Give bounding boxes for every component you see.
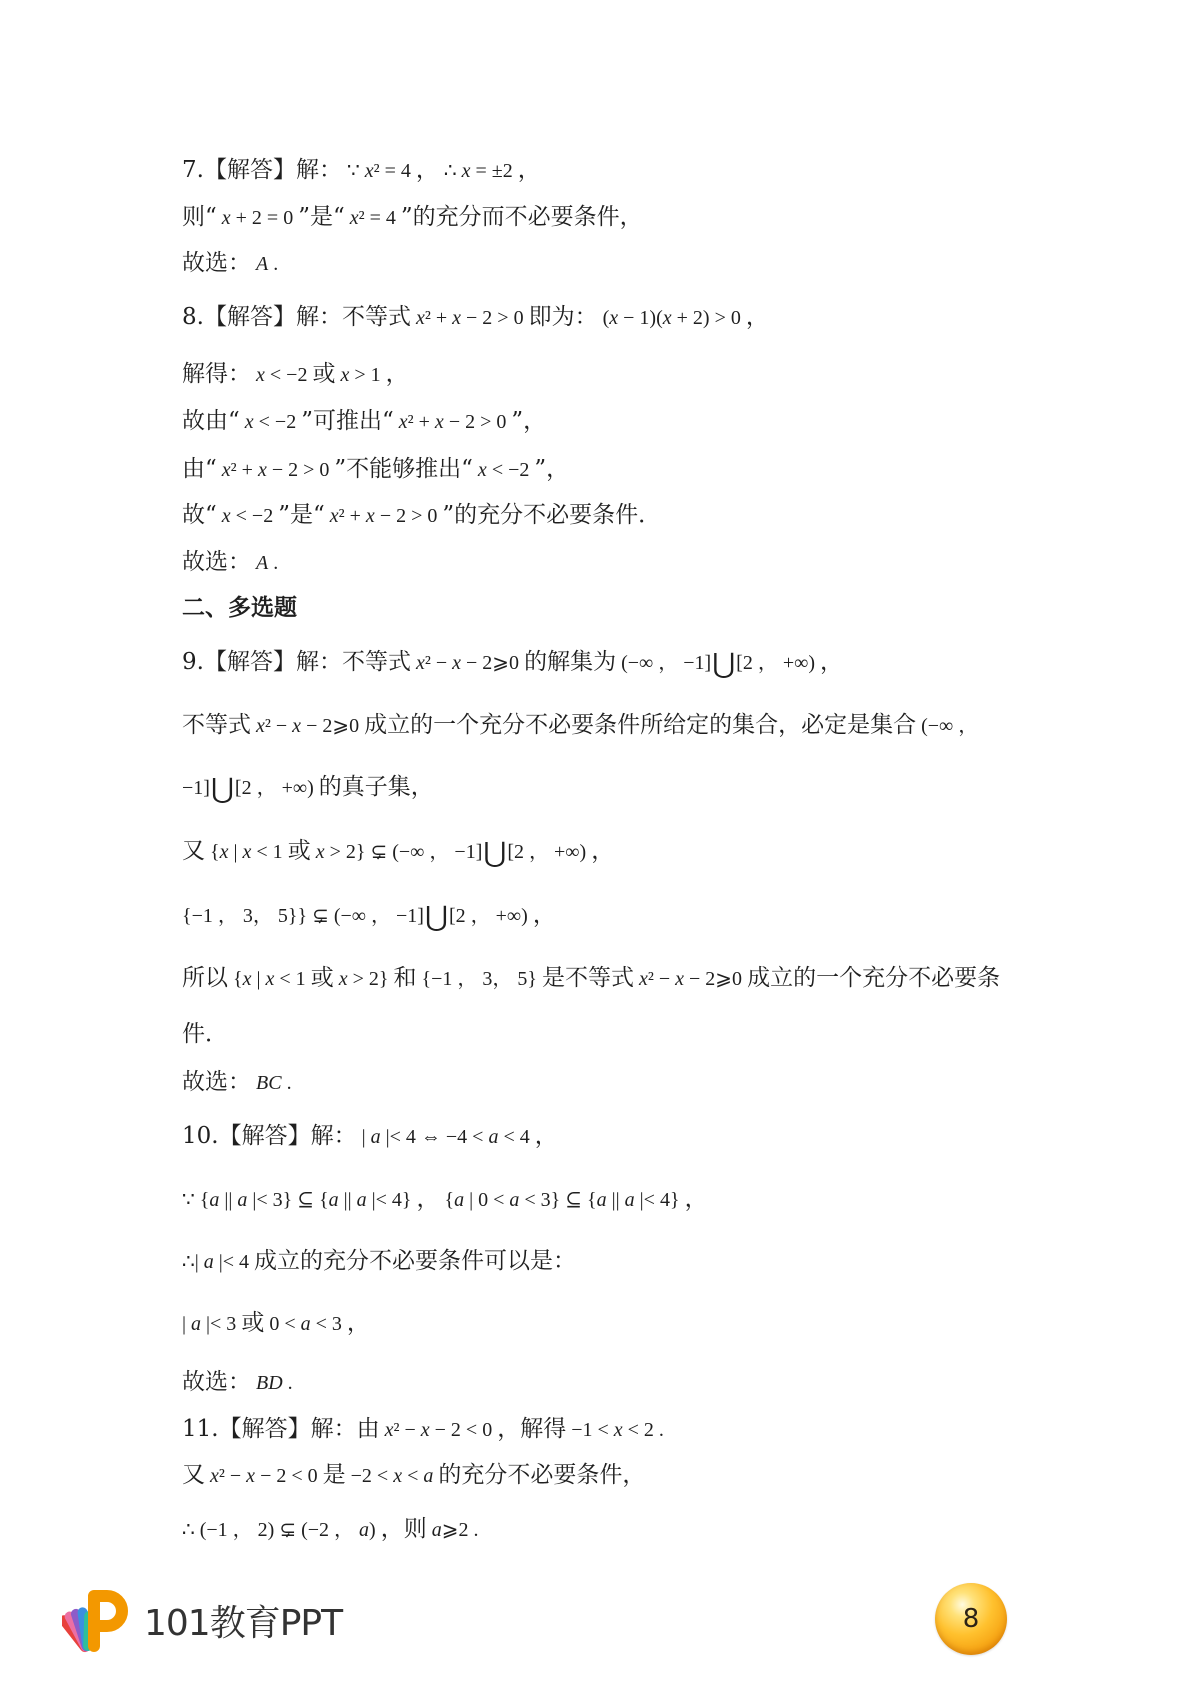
union-symbol: ⋃ [483,836,507,869]
math-variable: a [300,1313,311,1335]
solution-line [182,451,569,487]
math-expression: x > 1 [340,364,381,386]
solution-line [182,544,283,580]
math-variable: x [415,652,425,674]
solution-line [182,1118,558,1154]
text-run: ， [385,361,409,387]
page-number: 8 [962,1604,980,1634]
text-run: 成立的一个充分不必要条 [747,965,1001,991]
math-variable: a [237,1189,248,1211]
math-expression: x² = 4 [349,207,396,229]
math-expression: x² − x − 2⩾0 [256,715,360,737]
math-expression: x² − x − 2 < 0 [210,1465,318,1487]
math-variable: a [509,1189,520,1211]
math-variable: x [329,505,339,527]
solution-line [182,1064,297,1100]
math-expression: {x | x < 1 [210,841,283,863]
math-expression: x > 2} [338,968,389,990]
math-expression: A . [256,552,279,574]
math-expression: (x − 1)(x + 2) > 0 [602,307,741,329]
math-variable: x [477,459,487,481]
text-run: ， [346,1310,370,1336]
math-expression: x² + x − 2 > 0 [415,307,524,329]
math-variable: x [221,459,231,481]
text-run: ， [532,902,556,928]
text-run: ”， [511,408,547,434]
math-variable: a [359,1519,370,1541]
solution-line [182,707,983,743]
text-run: 故选： [182,1369,251,1395]
text-run: 故由“ [182,408,240,434]
text-run: 由“ [182,456,217,482]
text-run: ， [517,157,541,183]
text-run: 和 [393,965,417,991]
math-expression: x² − x − 2⩾0 [638,968,743,990]
text-run: 故“ [182,502,217,528]
text-run: 成立的充分不必要条件可以是： [254,1248,577,1274]
text-run: ”是“ [298,204,345,230]
math-expression: | a |< 4 ⇔ −4 < a < 4 [361,1126,530,1148]
text-run: 不等式 [182,712,251,738]
solution-line [182,1181,708,1217]
text-run: 是 [322,1462,346,1488]
section-heading: 二、多选题 [182,595,297,621]
text-run: ”， [534,456,570,482]
math-expression: x < −2 [256,364,308,386]
solution-line [182,1243,576,1279]
math-expression: (−∞ ， −1]⋃[2 ， +∞) [621,647,816,680]
math-variable: x [242,841,252,863]
text-run: 成立的一个充分不必要条件所给定的集合，必定是集合 [364,712,917,738]
math-variable: x [221,505,231,527]
math-variable: x [452,307,462,329]
text-run: 又 [182,838,205,864]
math-variable: x [242,968,252,990]
math-variable: x [638,968,648,990]
math-expression: ∴| a |< 4 [182,1251,250,1273]
math-expression: ∵ {a || a |< 3} ⊆ {a || a |< 4} [182,1189,412,1211]
math-variable: BD [256,1372,283,1394]
text-run: ， [745,304,769,330]
math-expression: 0 < a < 3 [269,1313,342,1335]
text-run: ”的充分而不必要条件， [400,204,643,230]
text-run: ， [534,1123,558,1149]
text-run: 的解集为 [524,649,617,675]
math-variable: x [246,1465,256,1487]
text-run: 故选： [182,549,251,575]
math-variable: a [370,1126,381,1148]
text-run: 解得： [182,361,251,387]
text-run: ， [415,157,439,183]
math-expression: x > 2} ⊊ (−∞ ， −1]⋃[2 ， +∞) [315,836,587,869]
math-variable: a [431,1519,442,1541]
solution-line [182,897,556,933]
math-variable: a [328,1189,339,1211]
text-run: ， [416,1186,440,1212]
solution-line [182,644,843,680]
union-symbol: ⋃ [712,647,736,680]
math-variable: x [393,1465,403,1487]
math-variable: x [256,715,265,737]
solution-line [182,403,546,439]
math-expression: {−1 ， 3， 5}} ⊊ (−∞ ， −1]⋃[2 ， +∞) [182,900,528,933]
math-expression: x² − x − 2⩾0 [415,652,520,674]
math-variable: x [415,307,425,329]
math-variable: x [662,307,672,329]
math-variable: x [210,1465,219,1487]
math-variable: x [221,207,231,229]
math-expression: (−∞ ， [921,715,979,737]
text-run: ， [591,838,615,864]
text-run: 所以 [182,965,228,991]
text-run: 故选： [182,1069,251,1095]
math-variable: a [488,1126,499,1148]
math-variable: x [398,411,408,433]
math-variable: a [191,1313,202,1335]
math-expression: x < −2 [221,505,274,527]
text-run: 故选： [182,250,251,276]
text-run: ， [684,1186,708,1212]
math-expression: x² − x − 2 < 0 [384,1419,493,1441]
page-number-badge [935,1583,1007,1655]
math-expression: −1 < x < 2 . [571,1419,664,1441]
text-run: ”是“ [278,502,325,528]
math-variable: A [256,253,269,275]
text-run: 即为： [528,304,598,330]
text-run: 或 [241,1310,265,1336]
math-variable: x [315,841,325,863]
math-expression: A . [256,253,279,275]
solution-line [182,1457,645,1493]
math-variable: x [219,841,229,863]
text-run: 件． [182,1021,228,1047]
math-variable: x [420,1419,430,1441]
text-run: ， [820,649,844,675]
math-expression: −1]⋃[2 ， +∞) [182,772,314,805]
math-expression: {a | 0 < a < 3} ⊆ {a || a |< 4} [444,1189,680,1211]
text-run: 7.【解答】解： [182,157,342,183]
math-expression: BD . [256,1372,293,1394]
text-run: ”可推出“ [301,408,394,434]
math-expression: x < −2 [477,459,530,481]
math-expression: BC . [256,1072,292,1094]
101-p-logo-icon [62,1584,132,1656]
solution-line [182,1305,370,1341]
text-run: 的充分不必要条件， [438,1462,646,1488]
math-variable: A [256,552,269,574]
text-run: ，则 [380,1516,427,1542]
text-run: 的真子集， [318,774,434,800]
math-expression: ∴ (−1 ， 2) ⊊ (−2 ， a) [182,1519,376,1541]
math-variable: a [454,1189,465,1211]
solution-line [182,152,541,188]
math-expression: {−1 ， 3， 5} [421,968,537,990]
math-variable: x [452,652,462,674]
math-variable: x [613,1419,623,1441]
math-variable: x [292,715,302,737]
math-expression: ∴ x = ±2 [443,160,513,182]
solution-line [182,1016,228,1052]
solution-line [182,833,614,869]
math-variable: x [340,364,350,386]
math-variable: x [349,207,359,229]
math-expression: x² + x − 2 > 0 [329,505,438,527]
math-variable: x [338,968,348,990]
solution-line [182,497,661,533]
union-symbol: ⋃ [424,900,448,933]
solution-line [182,299,769,335]
math-variable: a [423,1465,434,1487]
math-expression: x < −2 [244,411,297,433]
math-expression: | a |< 3 [182,1313,237,1335]
solution-line [182,199,643,235]
math-variable: x [364,160,374,182]
solution-line [182,1511,483,1547]
math-expression: {x | x < 1 [233,968,306,990]
math-variable: x [434,411,444,433]
math-variable: x [257,459,267,481]
math-variable: BC [256,1072,282,1094]
math-variable: x [675,968,685,990]
solution-line [182,1411,669,1447]
solution-line [182,1364,298,1400]
math-expression: a⩾2 . [431,1519,479,1541]
math-variable: x [461,160,471,182]
brand-logo [62,1584,342,1656]
math-variable: a [356,1189,367,1211]
math-variable: a [624,1189,635,1211]
math-variable: x [265,968,275,990]
math-expression: x² + x − 2 > 0 [221,459,330,481]
union-symbol: ⋃ [210,772,234,805]
math-expression: x² + x − 2 > 0 [398,411,507,433]
text-run: 11.【解答】解：由 [182,1416,380,1442]
text-run: 是不等式 [541,965,634,991]
math-variable: x [256,364,265,386]
text-run: ”的充分不必要条件． [442,502,662,528]
math-variable: a [209,1189,220,1211]
text-run: ”不能够推出“ [334,456,473,482]
math-expression: x + 2 = 0 [221,207,294,229]
math-variable: x [244,411,254,433]
text-run: 或 [287,838,311,864]
brand-name: 101教育PPT [144,1602,343,1644]
text-run: 又 [182,1462,205,1488]
math-variable: a [203,1251,214,1273]
solution-line [182,356,409,392]
text-run: ，解得 [497,1416,567,1442]
math-variable: x [384,1419,394,1441]
text-run: 或 [312,361,336,387]
text-run: 则“ [182,204,217,230]
solution-line [182,960,1000,996]
text-run: 10.【解答】解： [182,1123,357,1149]
solution-line [182,769,434,805]
math-expression: ∵ x² = 4 [346,160,411,182]
text-run: 或 [310,965,334,991]
text-run: 8.【解答】解：不等式 [182,304,411,330]
math-variable: x [365,505,375,527]
math-variable: a [596,1189,607,1211]
math-variable: x [609,307,619,329]
text-run: 9.【解答】解：不等式 [182,649,411,675]
solution-line [182,245,283,281]
math-expression: −2 < x < a [350,1465,434,1487]
